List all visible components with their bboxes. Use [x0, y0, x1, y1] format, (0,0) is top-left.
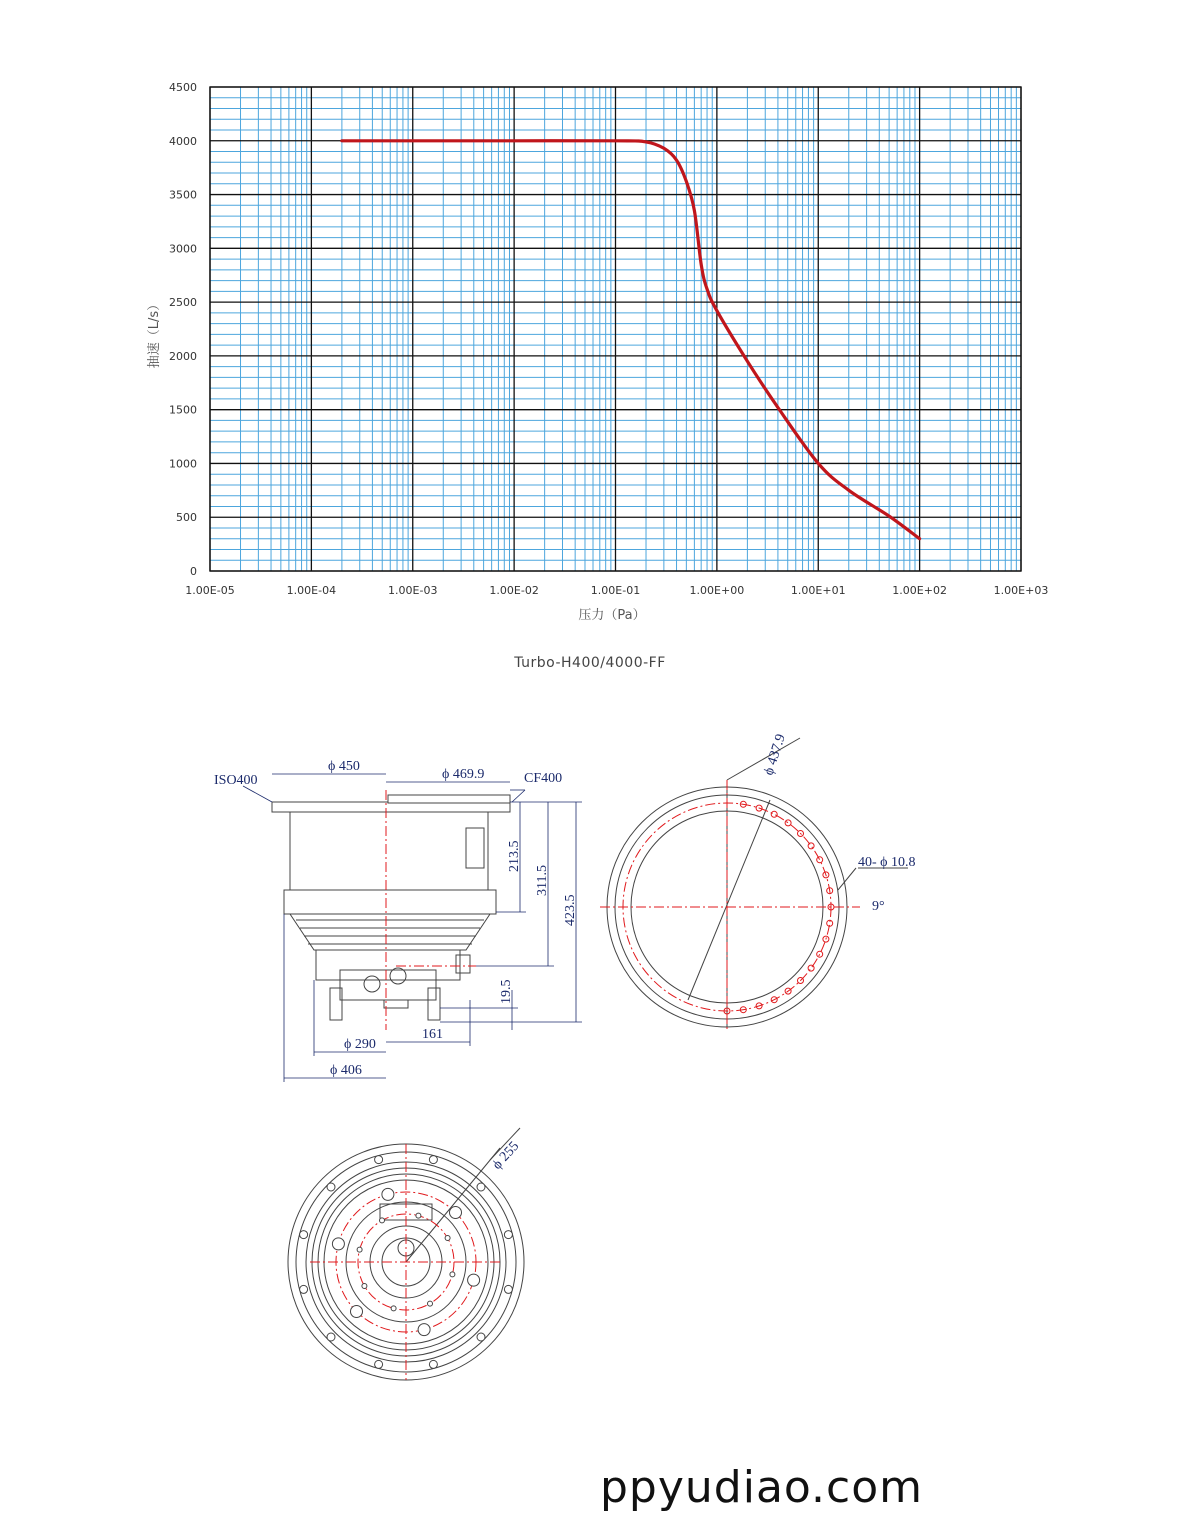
- bottom-bolt: [428, 1301, 433, 1306]
- label-iso400: ISO400: [214, 773, 258, 788]
- bottom-bolt: [391, 1306, 396, 1311]
- y-tick-label: 3000: [169, 242, 197, 256]
- x-tick-label: 1.00E-04: [286, 584, 337, 597]
- bolt-hole: [808, 965, 814, 971]
- x-tick-label: 1.00E+01: [790, 584, 846, 597]
- flange-center-lines: [600, 780, 860, 1032]
- y-tick-label: 1000: [169, 457, 197, 471]
- y-tick-label: 1500: [169, 403, 197, 417]
- label-d290: ϕ 290: [344, 1037, 376, 1052]
- label-d469-9: ϕ 469.9: [442, 767, 485, 782]
- label-d437-9: ϕ 437.9: [761, 732, 789, 778]
- label-d255: ϕ 255: [489, 1138, 523, 1173]
- bottom-center-lines: [310, 1144, 502, 1380]
- bottom-bolt: [357, 1247, 362, 1252]
- bolt-hole: [817, 951, 823, 957]
- label-d450: ϕ 450: [328, 759, 360, 774]
- x-tick-label: 1.00E-05: [185, 584, 235, 597]
- x-axis-label: 压力（Pa）: [578, 608, 646, 623]
- bottom-bolt: [332, 1238, 344, 1250]
- bolt-hole: [771, 811, 777, 817]
- bottom-bolt: [450, 1272, 455, 1277]
- bolt-hole: [808, 843, 814, 849]
- y-tick-label: 2000: [169, 349, 197, 363]
- x-tick-label: 1.00E+03: [993, 584, 1049, 597]
- label-d406: ϕ 406: [330, 1063, 362, 1078]
- bottom-bolt: [362, 1284, 367, 1289]
- bottom-bolt: [375, 1156, 383, 1164]
- x-tick-label: 1.00E+00: [689, 584, 745, 597]
- y-tick-label: 4000: [169, 134, 197, 148]
- flange-top-view: [607, 738, 908, 1028]
- bottom-bolt: [504, 1285, 512, 1293]
- y-tick-label: 4500: [169, 81, 197, 94]
- label-h423-5: 423.5: [563, 894, 578, 926]
- bottom-bolt: [450, 1207, 462, 1219]
- bottom-bolt: [416, 1213, 421, 1218]
- label-h213-5: 213.5: [507, 840, 522, 872]
- flange-bolt-holes: [724, 801, 834, 1014]
- watermark-text: ppyudiao.com: [600, 1462, 924, 1513]
- label-angle: 9°: [872, 899, 885, 914]
- bottom-bolt: [300, 1285, 308, 1293]
- x-tick-label: 1.00E-03: [388, 584, 438, 597]
- label-holes: 40- ϕ 10.8: [858, 855, 916, 870]
- bottom-bolt: [445, 1236, 450, 1241]
- label-h19-5: 19.5: [499, 979, 514, 1004]
- side-view-drawing: [272, 795, 510, 1020]
- y-tick-label: 3500: [169, 188, 197, 202]
- bottom-bolt: [382, 1188, 394, 1200]
- bottom-bolt: [504, 1231, 512, 1239]
- bottom-bolt: [380, 1218, 385, 1223]
- bottom-bolt: [351, 1306, 363, 1318]
- y-axis-label: 抽速（L/s）: [147, 297, 162, 369]
- x-tick-label: 1.00E+02: [892, 584, 947, 597]
- bottom-bolt: [300, 1231, 308, 1239]
- bottom-bolt: [468, 1274, 480, 1286]
- bottom-bolt: [327, 1333, 335, 1341]
- chart-caption: Turbo-H400/4000-FF: [514, 655, 666, 671]
- bottom-bolt: [429, 1360, 437, 1368]
- x-tick-label: 1.00E-02: [489, 584, 539, 597]
- y-tick-label: 0: [190, 565, 197, 578]
- label-h311-5: 311.5: [535, 865, 550, 896]
- bottom-bolt: [327, 1183, 335, 1191]
- bottom-bolt: [375, 1360, 383, 1368]
- y-tick-label: 2500: [169, 296, 197, 310]
- y-tick-label: 500: [176, 511, 197, 525]
- bottom-bolt: [418, 1324, 430, 1336]
- bottom-bolt: [477, 1183, 485, 1191]
- label-cf400: CF400: [524, 771, 563, 786]
- side-view-center-lines: [386, 790, 476, 1030]
- bottom-bolt: [429, 1156, 437, 1164]
- label-w161: 161: [422, 1027, 443, 1042]
- x-tick-label: 1.00E-01: [590, 584, 641, 597]
- bottom-bolt: [477, 1333, 485, 1341]
